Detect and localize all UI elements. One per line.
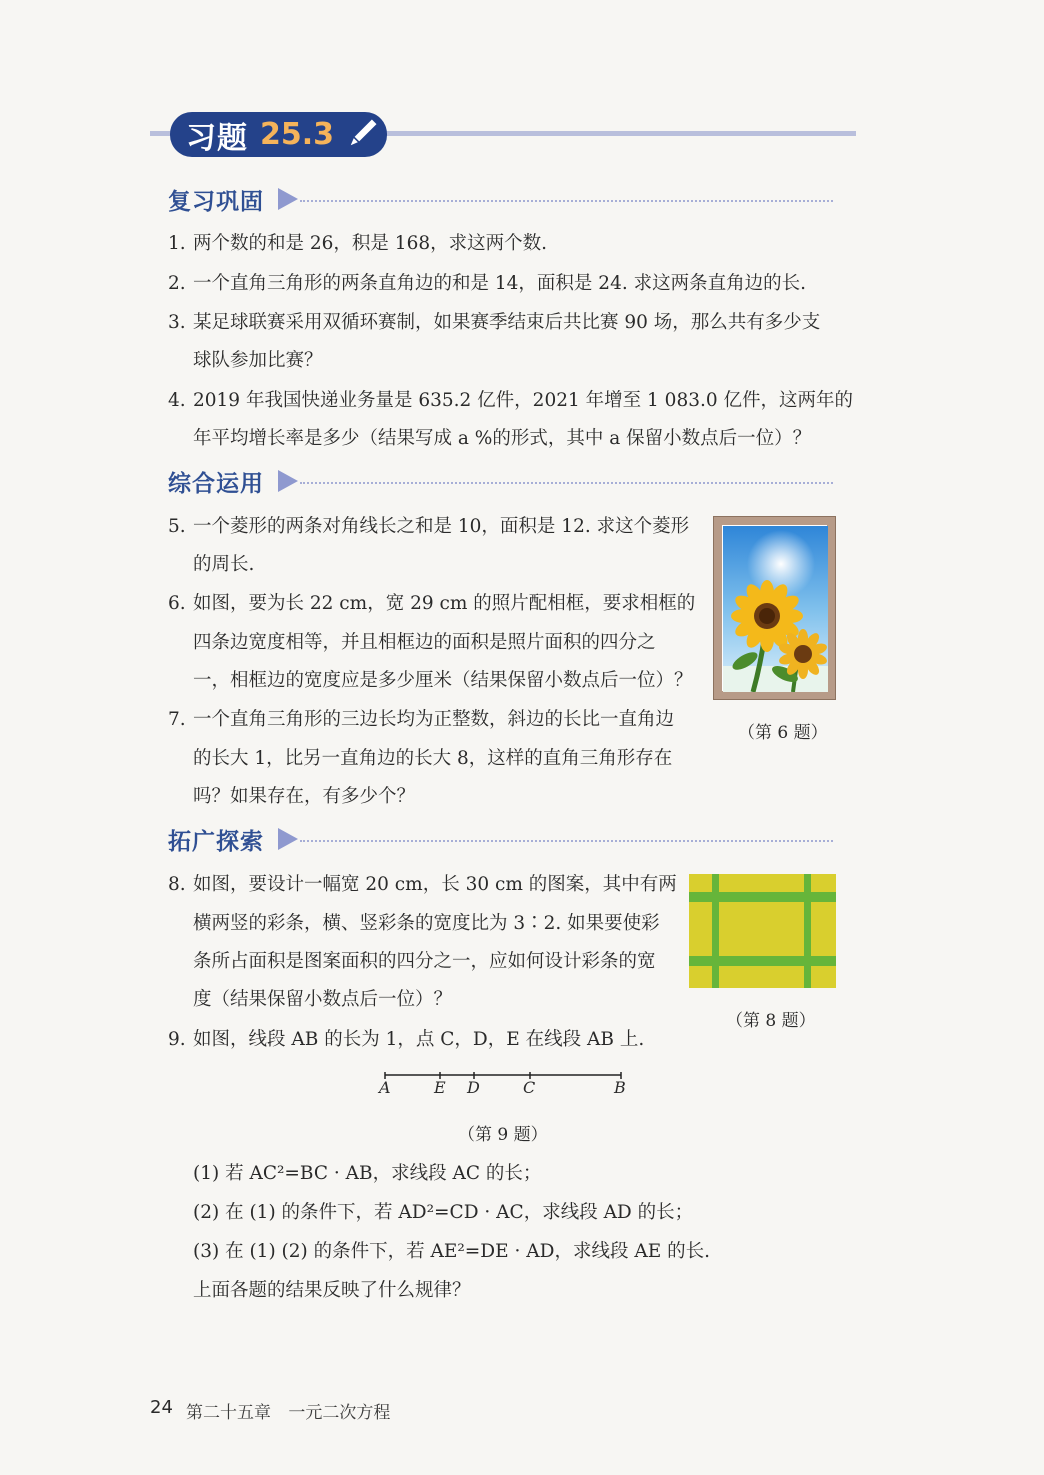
problem-7-line-3: 吗？如果存在，有多少个？ xyxy=(193,786,416,807)
problem-7-line-1: 一个直角三角形的三边长均为正整数，斜边的长比一直角边 xyxy=(193,709,675,730)
chapter-title: 第二十五章 一元二次方程 xyxy=(186,1403,391,1423)
problem-number: 4. xyxy=(168,390,186,411)
problem-number: 2. xyxy=(168,273,186,294)
problem-number: 8. xyxy=(168,874,186,895)
subquestion-3: (3) 在 (1) (2) 的条件下，若 AE²=DE · AD，求线段 AE 的长. xyxy=(193,1241,710,1262)
problem-number: 9. xyxy=(168,1029,186,1050)
problem-6-line-2: 四条边宽度相等，并且相框边的面积是照片面积的四分之 xyxy=(193,632,656,653)
pattern-background xyxy=(689,874,836,988)
problem-2-line-1: 一个直角三角形的两条直角边的和是 14，面积是 24. 求这两条直角边的长. xyxy=(193,273,806,294)
problem-number: 1. xyxy=(168,233,186,254)
page-number: 24 xyxy=(150,1397,173,1418)
problem-5-line-1: 一个菱形的两条对角线长之和是 10，面积是 12. 求这个菱形 xyxy=(193,516,690,537)
triangle-icon xyxy=(278,188,298,210)
dotted-rule xyxy=(300,482,833,484)
photo-frame-figure xyxy=(713,516,836,700)
problem-8-line-1: 如图，要设计一幅宽 20 cm，长 30 cm 的图案，其中有两 xyxy=(193,874,677,895)
problem-4-line-2: 年平均增长率是多少（结果写成 a %的形式，其中 a 保留小数点后一位）？ xyxy=(193,428,812,449)
problem-3-line-1: 某足球联赛采用双循环赛制，如果赛季结束后共比赛 90 场，那么共有多少支 xyxy=(193,312,821,333)
problem-5-line-2: 的周长. xyxy=(193,554,255,575)
section-extend xyxy=(168,822,833,856)
label-a: A xyxy=(379,1078,391,1097)
subquestion-2: (2) 在 (1) 的条件下，若 AD²=CD · AC，求线段 AD 的长； xyxy=(193,1202,694,1223)
problem-7-line-2: 的长大 1，比另一直角边的长大 8，这样的直角三角形存在 xyxy=(193,748,673,769)
problem-9-line-1: 如图，线段 AB 的长为 1，点 C，D，E 在线段 AB 上. xyxy=(193,1029,645,1050)
problem-number: 7. xyxy=(168,709,186,730)
problem-8-line-4: 度（结果保留小数点后一位）？ xyxy=(193,989,453,1010)
problem-number: 6. xyxy=(168,593,186,614)
segment-ab-figure xyxy=(384,1072,624,1102)
figure-6-caption: （第 6 题） xyxy=(738,723,828,743)
problem-1-line-1: 两个数的和是 26，积是 168，求这两个数. xyxy=(193,233,547,254)
figure-8-caption: （第 8 题） xyxy=(726,1011,816,1031)
section-review xyxy=(168,182,833,216)
problem-6-line-3: 一，相框边的宽度应是多少厘米（结果保留小数点后一位）？ xyxy=(193,670,693,691)
problem-6-line-1: 如图，要为长 22 cm，宽 29 cm 的照片配相框，要求相框的 xyxy=(193,593,696,614)
section-apply xyxy=(168,464,833,498)
horizontal-stripe xyxy=(689,956,836,966)
problem-number: 5. xyxy=(168,516,186,537)
photo-frame-inner xyxy=(722,525,827,691)
dotted-rule xyxy=(300,840,833,842)
subquestion-1: (1) 若 AC²=BC · AB，求线段 AC 的长； xyxy=(193,1163,542,1184)
section-title: 复习巩固 xyxy=(168,188,264,215)
label-b: B xyxy=(614,1078,626,1097)
problem-4-line-1: 2019 年我国快递业务量是 635.2 亿件，2021 年增至 1 083.0 亿件，这两年的 xyxy=(193,390,854,411)
problem-3-line-2: 球队参加比赛？ xyxy=(193,350,323,371)
pencil-icon xyxy=(342,114,382,154)
problem-8-line-3: 条所占面积是图案面积的四分之一，应如何设计彩条的宽 xyxy=(193,951,656,972)
problem-8-line-2: 横两竖的彩条，横、竖彩条的宽度比为 3∶2. 如果要使彩 xyxy=(193,913,660,934)
label-d: D xyxy=(467,1078,480,1097)
sunflower-photo xyxy=(723,526,828,692)
figure-9-caption: （第 9 题） xyxy=(458,1125,548,1145)
triangle-icon xyxy=(278,470,298,492)
vertical-stripe xyxy=(804,874,811,988)
stripe-pattern-figure xyxy=(689,874,836,988)
horizontal-stripe xyxy=(689,892,836,902)
section-title: 综合运用 xyxy=(168,470,264,497)
dotted-rule xyxy=(300,200,833,202)
exercise-number: 25.3 xyxy=(260,117,335,152)
subquestion-4: 上面各题的结果反映了什么规律？ xyxy=(193,1280,471,1301)
label-e: E xyxy=(434,1078,446,1097)
triangle-icon xyxy=(278,828,298,850)
section-title: 拓广探索 xyxy=(168,828,264,855)
problem-number: 3. xyxy=(168,312,186,333)
vertical-stripe xyxy=(712,874,719,988)
exercise-title-text: 习题 xyxy=(186,120,248,156)
label-c: C xyxy=(523,1078,536,1097)
